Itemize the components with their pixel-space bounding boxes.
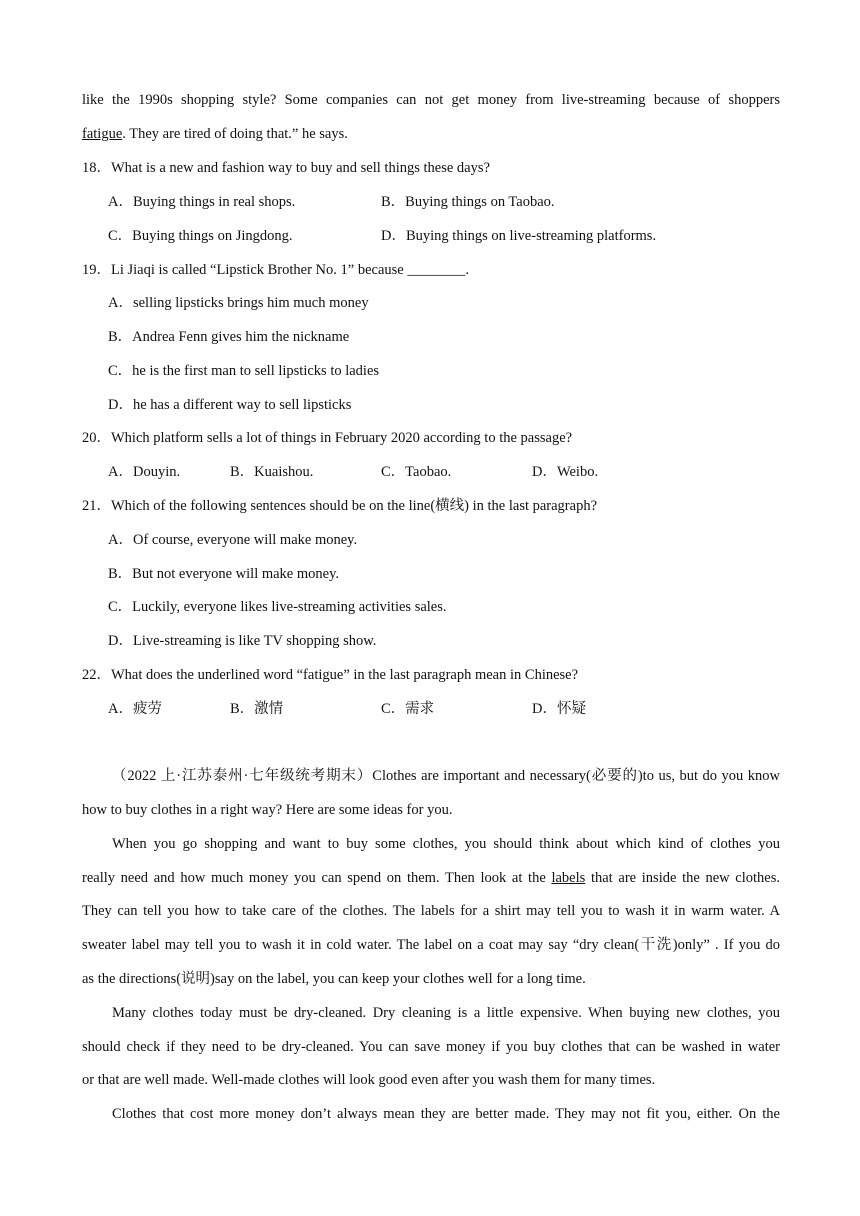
passage2-text-line: （2022 上·江苏泰州·七年级统考期末）Clothes are important and necessary(必要的)to us, but do you know	[112, 768, 780, 784]
question-22-option-a: A．疲劳	[108, 701, 162, 717]
question-18-stem: 18．What is a new and fashion way to buy and sell things these days?	[82, 160, 490, 176]
question-22-option-c: C．需求	[381, 701, 435, 717]
passage2-text-line: sweater label may tell you to wash it in cold water. The label on a coat may say “dry clean(干洗)only” . If you do	[82, 937, 780, 953]
question-22-option-d: D．怀疑	[532, 701, 586, 717]
question-20-option-b: B．Kuaishou.	[230, 464, 314, 480]
question-18-option-b: B．Buying things on Taobao.	[381, 194, 555, 210]
passage2-text-line: Clothes that cost more money don’t always mean they are better made. They may not fit you, either. On the	[112, 1106, 780, 1122]
passage-text: really need and how much money you can spend on them. Then look at the	[82, 870, 546, 886]
passage2-text-line: When you go shopping and want to buy some clothes, you should think about which kind of clothes you	[112, 836, 780, 852]
question-18-option-a: A．Buying things in real shops.	[108, 194, 296, 210]
question-22-stem: 22．What does the underlined word “fatigue” in the last paragraph mean in Chinese?	[82, 667, 579, 683]
question-20-option-d: D．Weibo.	[532, 464, 599, 480]
question-21-option-a: A．Of course, everyone will make money.	[108, 532, 358, 548]
question-21-option-b: B．But not everyone will make money.	[108, 566, 340, 582]
underlined-word-fatigue: fatigue	[82, 126, 123, 142]
passage2-text-line: or that are well made. Well-made clothes will look good even after you wash them for many times.	[82, 1072, 656, 1088]
question-21-option-c: C．Luckily, everyone likes live-streaming activities sales.	[108, 599, 447, 615]
question-19-option-a: A．selling lipsticks brings him much money	[108, 295, 369, 311]
passage2-text-line: They can tell you how to take care of the clothes. The labels for a shirt may tell you to wash it in warm water. A	[82, 903, 780, 919]
passage2-text-line	[82, 868, 780, 888]
passage2-text-line: how to buy clothes in a right way? Here are some ideas for you.	[82, 802, 453, 818]
question-21-stem: 21．Which of the following sentences should be on the line(横线) in the last paragraph?	[82, 498, 598, 514]
question-20-option-c: C．Taobao.	[381, 464, 452, 480]
passage-text: that are inside the new clothes.	[590, 870, 781, 886]
question-19-stem: 19．Li Jiaqi is called “Lipstick Brother No. 1” because ________.	[82, 262, 469, 278]
question-18-option-d: D．Buying things on live-streaming platforms.	[381, 228, 657, 244]
question-18-option-c: C．Buying things on Jingdong.	[108, 228, 293, 244]
passage-text: . They are tired of doing that.” he says.	[122, 126, 348, 142]
question-19-option-d: D．he has a different way to sell lipsticks	[108, 397, 352, 413]
passage2-text-line: should check if they need to be dry-cleaned. You can save money if you buy clothes that can be washed in water	[82, 1039, 780, 1055]
passage-text-line	[82, 124, 780, 144]
passage2-text-line: as the directions(说明)say on the label, you can keep your clothes well for a long time.	[82, 971, 586, 987]
question-20-stem: 20．Which platform sells a lot of things in February 2020 according to the passage?	[82, 430, 573, 446]
passage-text-line: like the 1990s shopping style? Some companies can not get money from live-streaming because of shoppers	[82, 92, 780, 108]
question-21-option-d: D．Live-streaming is like TV shopping show.	[108, 633, 377, 649]
question-22-option-b: B．激情	[230, 701, 284, 717]
passage2-text-line: Many clothes today must be dry-cleaned. Dry cleaning is a little expensive. When buying new clothes, you	[112, 1005, 780, 1021]
question-19-option-b: B．Andrea Fenn gives him the nickname	[108, 329, 350, 345]
underlined-word-labels: labels	[551, 870, 586, 886]
question-20-option-a: A．Douyin.	[108, 464, 181, 480]
question-19-option-c: C．he is the first man to sell lipsticks to ladies	[108, 363, 380, 379]
